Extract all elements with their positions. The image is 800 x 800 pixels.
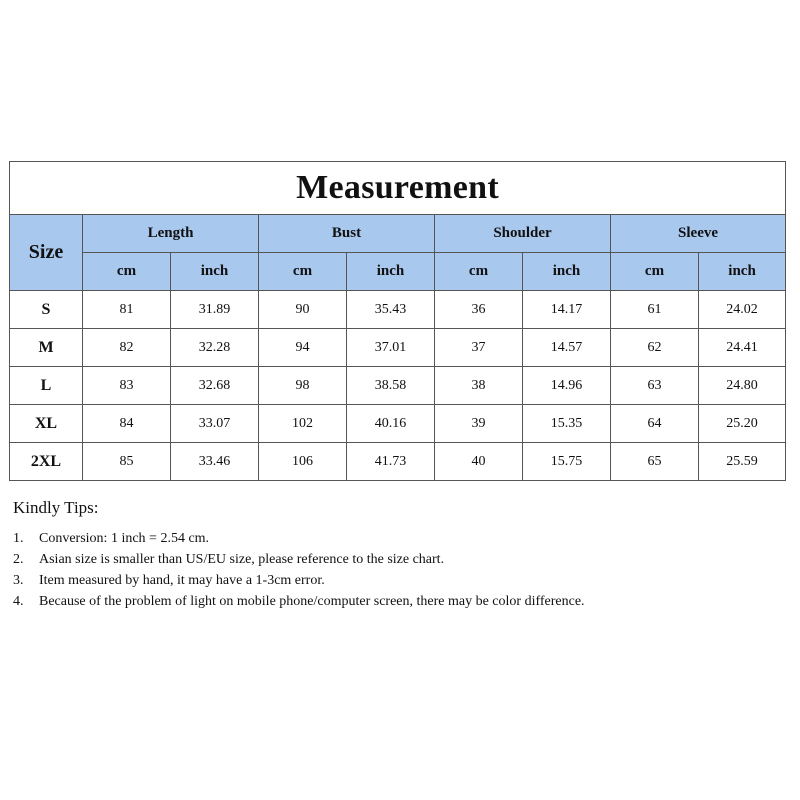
table-row <box>10 291 786 329</box>
measurement-cell: 82 <box>83 329 171 367</box>
measurement-cell: 25.20 <box>699 405 786 443</box>
measurement-cell: 33.46 <box>171 443 259 481</box>
measurement-cell: 33.07 <box>171 405 259 443</box>
unit-header: inch <box>699 253 786 291</box>
tip-text: Asian size is smaller than US/EU size, please reference to the size chart. <box>39 552 445 567</box>
group-header-bust: Bust <box>259 215 435 253</box>
size-cell: XL <box>10 405 83 443</box>
measurement-cell: 14.57 <box>523 329 611 367</box>
measurement-cell: 39 <box>435 405 523 443</box>
measurement-cell: 15.35 <box>523 405 611 443</box>
table-row <box>10 405 786 443</box>
group-header-length: Length <box>83 215 259 253</box>
measurement-cell: 84 <box>83 405 171 443</box>
measurement-cell: 37 <box>435 329 523 367</box>
tip-item <box>13 591 653 612</box>
measurement-cell: 38 <box>435 367 523 405</box>
measurement-cell: 38.58 <box>347 367 435 405</box>
tip-number: 1. <box>13 531 24 546</box>
size-table <box>9 161 786 481</box>
group-header-sleeve: Sleeve <box>611 215 786 253</box>
kindly-tips <box>13 498 653 612</box>
measurement-cell: 85 <box>83 443 171 481</box>
table-row <box>10 329 786 367</box>
unit-header: cm <box>83 253 171 291</box>
measurement-cell: 14.17 <box>523 291 611 329</box>
measurement-cell: 90 <box>259 291 347 329</box>
table-title: Measurement <box>10 162 786 215</box>
unit-header: cm <box>435 253 523 291</box>
measurement-cell: 15.75 <box>523 443 611 481</box>
measurement-cell: 40 <box>435 443 523 481</box>
measurement-cell: 65 <box>611 443 699 481</box>
table-row <box>10 443 786 481</box>
size-cell: 2XL <box>10 443 83 481</box>
tip-item <box>13 528 653 549</box>
tips-title: Kindly Tips: <box>13 498 99 517</box>
group-header-shoulder: Shoulder <box>435 215 611 253</box>
tip-text: Item measured by hand, it may have a 1-3cm error. <box>39 573 325 588</box>
measurement-cell: 63 <box>611 367 699 405</box>
measurement-cell: 35.43 <box>347 291 435 329</box>
measurement-cell: 32.68 <box>171 367 259 405</box>
table-row <box>10 367 786 405</box>
measurement-cell: 94 <box>259 329 347 367</box>
size-cell: M <box>10 329 83 367</box>
unit-header: cm <box>259 253 347 291</box>
tip-number: 4. <box>13 594 24 609</box>
tip-text: Because of the problem of light on mobile phone/computer screen, there may be color difference. <box>39 594 585 609</box>
tip-number: 3. <box>13 573 24 588</box>
measurement-cell: 24.80 <box>699 367 786 405</box>
size-column-header: Size <box>10 215 83 291</box>
unit-header: inch <box>523 253 611 291</box>
measurement-cell: 102 <box>259 405 347 443</box>
unit-header: cm <box>611 253 699 291</box>
size-cell: L <box>10 367 83 405</box>
unit-header: inch <box>347 253 435 291</box>
measurement-cell: 32.28 <box>171 329 259 367</box>
measurement-cell: 106 <box>259 443 347 481</box>
size-cell: S <box>10 291 83 329</box>
measurement-cell: 25.59 <box>699 443 786 481</box>
measurement-cell: 98 <box>259 367 347 405</box>
measurement-cell: 40.16 <box>347 405 435 443</box>
tip-text: Conversion: 1 inch = 2.54 cm. <box>39 531 210 546</box>
measurement-cell: 83 <box>83 367 171 405</box>
measurement-cell: 62 <box>611 329 699 367</box>
tip-number: 2. <box>13 552 24 567</box>
measurement-cell: 14.96 <box>523 367 611 405</box>
tip-item <box>13 549 653 570</box>
tip-item <box>13 570 653 591</box>
tips-list <box>13 528 653 612</box>
measurement-cell: 24.02 <box>699 291 786 329</box>
measurement-cell: 36 <box>435 291 523 329</box>
unit-header: inch <box>171 253 259 291</box>
measurement-cell: 64 <box>611 405 699 443</box>
measurement-cell: 61 <box>611 291 699 329</box>
measurement-cell: 41.73 <box>347 443 435 481</box>
measurement-cell: 37.01 <box>347 329 435 367</box>
measurement-cell: 81 <box>83 291 171 329</box>
measurement-cell: 31.89 <box>171 291 259 329</box>
measurement-cell: 24.41 <box>699 329 786 367</box>
